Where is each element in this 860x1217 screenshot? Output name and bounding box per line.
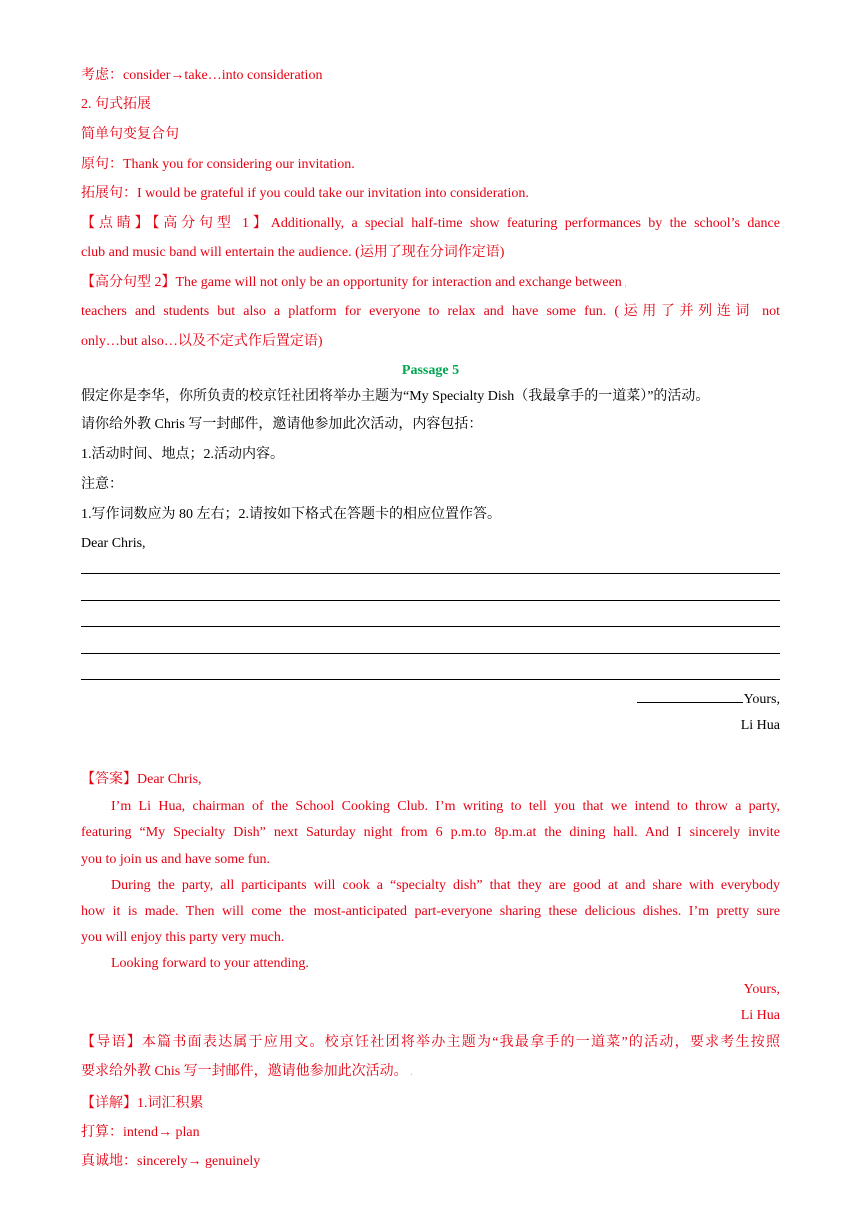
answer-para3: Looking forward to your attending. [111, 956, 309, 971]
prompt-line-3: 1.活动时间、地点；2.活动内容。 [81, 447, 284, 462]
passage-title: Passage 5 [401, 363, 460, 378]
writing-line [81, 600, 780, 601]
subsection-title: 简单句变复合句 [81, 127, 179, 142]
highlight-pattern-2-line3: only…but also…以及不定式作后置定语) [81, 334, 323, 349]
guide-line-1: 【导语】本篇书面表达属于应用文。校京饪社团将举办主题为“我最拿手的一道菜”的活动，要求考生按照 [81, 1035, 780, 1050]
prompt-line-2: 请你给外教 Chris 写一封邮件，邀请他参加此次活动，内容包括： [81, 417, 483, 432]
answer-para2-line1: During the party, all participants will cook a “specialty dish” that they are good at and share with everybody [111, 878, 780, 893]
answer-signature: Li Hua [740, 1008, 780, 1023]
highlight-pattern-1-line1: 【点睛】【高分句型 1】Additionally, a special half-time show featuring performances by the school’s dance [81, 216, 780, 231]
highlight-pattern-1-line2: club and music band will entertain the audience. (运用了现在分词作定语) [81, 245, 505, 260]
writing-line [81, 679, 780, 680]
answer-para1-line1: I’m Li Hua, chairman of the School Cooking Club. I’m writing to tell you that we intend to throw a party, [111, 799, 780, 814]
original-sentence: 原句：Thank you for considering our invitation. [81, 157, 355, 172]
writing-line [81, 653, 780, 654]
answer-para2-line2: how it is made. Then will come the most-anticipated part-everyone sharing these delicious dishes. I’m pretty sure [81, 904, 780, 919]
highlight-pattern-2-line1: 【高分句型 2】The game will not only be an opportunity for interaction and exchange between , [81, 275, 627, 290]
letter-salutation: Dear Chris, [81, 536, 146, 551]
answer-para1-line3: you to join us and have some fun. [81, 852, 270, 867]
prompt-note-label: 注意： [81, 477, 123, 492]
prompt-note-line: 1.写作词数应为 80 左右；2.请按如下格式在答题卡的相应位置作答。 [81, 507, 501, 522]
prompt-line-1: 假定你是李华，你所负责的校京饪社团将举办主题为“My Specialty Dish（我最拿手的一道菜）”的活动。 [81, 389, 710, 404]
expanded-sentence: 拓展句：I would be grateful if you could take our invitation into consideration. [81, 186, 529, 201]
answer-heading: 【答案】Dear Chris, [81, 772, 202, 787]
writing-line [81, 626, 780, 627]
letter-signature: Li Hua [740, 718, 780, 733]
vocab-intend: 打算：intend→ plan [81, 1125, 200, 1140]
writing-line [81, 573, 780, 574]
answer-para1-line2: featuring “My Specialty Dish” next Saturday night from 6 p.m.to 8p.m.at the dining hall. And I sincerely invite [81, 825, 780, 840]
signature-blank [637, 690, 743, 703]
answer-closing: Yours, [743, 982, 780, 997]
answer-para2-line3: you will enjoy this party very much. [81, 930, 285, 945]
highlight-pattern-2-line2: teachers and students but also a platform for everyone to relax and have some fun. (运用了并列连词 not [81, 304, 780, 319]
vocab-sincerely: 真诚地：sincerely→ genuinely [81, 1154, 261, 1169]
vocab-consider: 考虑：consider→take…into consideration [81, 68, 323, 83]
letter-closing: Yours, [81, 690, 780, 710]
section-sentence-expansion: 2. 句式拓展 [81, 97, 151, 112]
guide-line-2: 要求给外教 Chis 写一封邮件，邀请他参加此次活动。 . [81, 1064, 413, 1079]
detail-heading: 【详解】1.词汇积累 [81, 1096, 204, 1111]
